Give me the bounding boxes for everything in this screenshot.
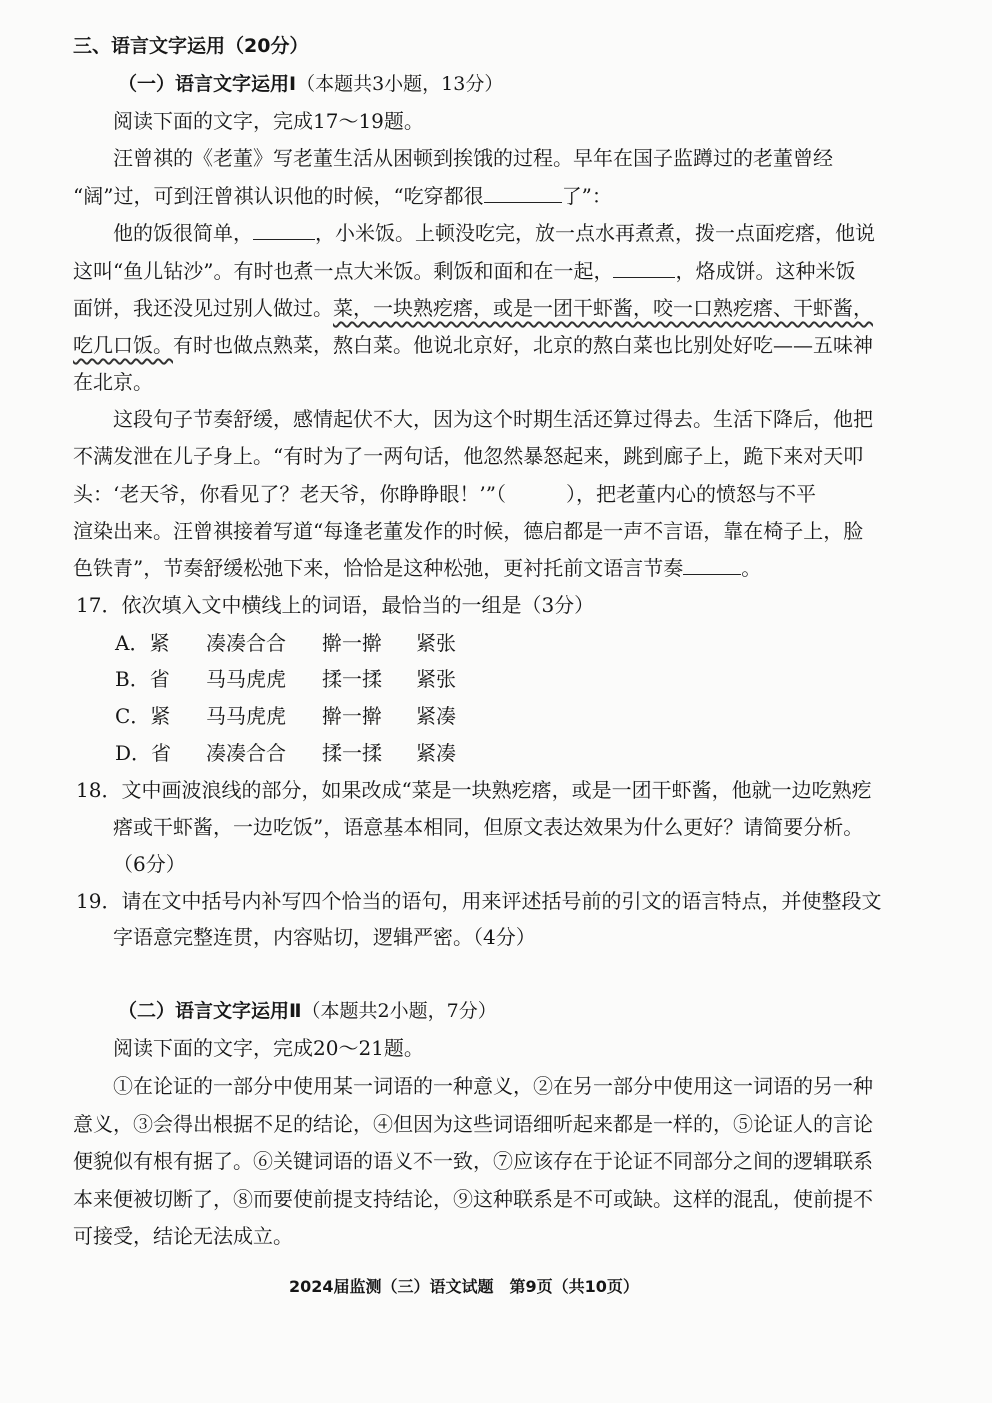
blank-1 xyxy=(484,182,562,203)
question-18-line1: 18．文中画波浪线的部分，如果改成“菜是一块熟疙瘩，或是一团干虾酱，他就一边吃熟疙 xyxy=(76,778,872,802)
section-title: 三、语言文字运用（20分） xyxy=(73,35,309,57)
wavy-underlined-text-1: 菜，一块熟疙瘩，或是一团干虾酱，咬一口熟疙瘩、干虾酱， xyxy=(333,296,873,320)
passage1-p1-line2: “阔”过，可到汪曾祺认识他的时候，“吃穿都很 了”： xyxy=(73,184,612,208)
part2-title-rest: （本题共2小题，7分） xyxy=(301,1000,497,1022)
exam-page: 三、语言文字运用（20分） （一）语言文字运用Ⅰ（本题共3小题，13分） 阅读下面的文字，完成17～19题。 汪曾祺的《老董》写老董生活从困顿到挨饿的过程。早年在国子监蹲过的老董曾经 “阔”过，可到汪曾祺认识他的时候，“吃穿都很 了”： 他的饭很简单， ，小米饭。上顿没吃完，放一点水再煮煮，拨一点面疙瘩，他说 这叫“鱼儿钻沙”。有时也煮一点大米饭。剩饭和面和在一起， ，烙成饼。这种米饭 面饼，我还没见过别人做过。菜，一块熟疙瘩，或是一团干虾酱，咬一口熟疙瘩、干虾酱， 吃几口饭。有时也做点熟菜，熬白菜。他说北京好，北京的熬白菜也比别处好吃——五味神 在北京。 这段句子节奏舒缓，感情起伏不大，因为这个时期生活还算过得去。生活下降后，他把 不满发泄在儿子身上。“有时为了一两句话，他忽然暴怒起来，跳到廊子上，跪下来对天叩 头：‘老天爷，你看见了？老天爷，你睁睁眼！’”（ ），把老董内心的愤怒与不平 渲染出来。汪曾祺接着写道“每逢老董发作的时候，德启都是一声不言语，靠在椅子上，脸 色铁青”，节奏舒缓松弛下来，恰恰是这种松弛，更衬托前文语言节奏 。 17．依次填入文中横线上的词语，最恰当的一组是（3分） A．紧 凑凑合合 擀一擀 紧张 B．省 马马虎虎 揉一揉 紧张 C．紧 马马虎虎 擀一擀 紧凑 D．省 凑凑合合 揉一揉 紧凑 18．文中画波浪线的部分，如果改成“菜是一块熟疙瘩，或是一团干虾酱，他就一边吃熟疙 瘩或干虾酱，一边吃饭”，语意基本相同，但原文表达效果为什么更好？请简要分析。 （6分） 19．请在文中括号内补写四个恰当的语句，用来评述括号前的引文的语言特点，并使整段文 字语意完整连贯，内容贴切，逻辑严密。（4分） （二）语言文字运用Ⅱ（本题共2小题，7分） 阅读下面的文字，完成20～21题。 ①在论证的一部分中使用某一词语的一种意义，②在另一部分中使用这一词语的另一种 意义，③会得出根据不足的结论，④但因为这些词语细听起来都是一样的，⑤论证人的言论 便貌似有根有据了。⑥关键词语的语义不一致，⑦应该存在于论证不同部分之间的逻辑联系 本来便被切断了，⑧而要使前提支持结论，⑨这种联系是不可或缺。这样的混乱，使前提不 可接受，结论无法成立。 2024届监测（三）语文试题 第9页（共10页） xyxy=(0,0,992,1403)
passage1-p3-line3: 头：‘老天爷，你看见了？老天爷，你睁睁眼！’”（ ），把老董内心的愤怒与不平 xyxy=(73,482,816,506)
passage1-p1-line1: 汪曾祺的《老董》写老董生活从困顿到挨饿的过程。早年在国子监蹲过的老董曾经 xyxy=(113,146,833,170)
part1-title-bold: （一）语言文字运用Ⅰ xyxy=(118,73,297,95)
passage1-p2-line3: 面饼，我还没见过别人做过。菜，一块熟疙瘩，或是一团干虾酱，咬一口熟疙瘩、干虾酱， xyxy=(73,296,873,320)
question-19-line2: 字语意完整连贯，内容贴切，逻辑严密。（4分） xyxy=(113,925,536,949)
passage1-p2-line4: 吃几口饭。有时也做点熟菜，熬白菜。他说北京好，北京的熬白菜也比别处好吃——五味神 xyxy=(73,333,873,357)
passage1-p2-line1: 他的饭很简单， ，小米饭。上顿没吃完，放一点水再煮煮，拨一点面疙瘩，他说 xyxy=(113,221,875,245)
passage1-p3-line5: 色铁青”，节奏舒缓松弛下来，恰恰是这种松弛，更衬托前文语言节奏 。 xyxy=(73,556,762,580)
wavy-underlined-text-2: 吃几口饭。 xyxy=(73,333,173,357)
part1-instruction: 阅读下面的文字，完成17～19题。 xyxy=(113,109,424,133)
question-19-line1: 19．请在文中括号内补写四个恰当的语句，用来评述括号前的引文的语言特点，并使整段文 xyxy=(76,889,882,913)
part2-title xyxy=(118,996,497,1026)
passage2-line2: 意义，③会得出根据不足的结论，④但因为这些词语细听起来都是一样的，⑤论证人的言论 xyxy=(73,1112,873,1136)
part1-title-rest: （本题共3小题，13分） xyxy=(296,73,504,95)
blank-4 xyxy=(683,554,741,575)
passage2-line1: ①在论证的一部分中使用某一词语的一种意义，②在另一部分中使用这一词语的另一种 xyxy=(113,1074,873,1098)
part2-title-bold: （二）语言文字运用Ⅱ xyxy=(118,1000,302,1022)
part2-instruction: 阅读下面的文字，完成20～21题。 xyxy=(113,1036,424,1060)
passage1-p3-line1: 这段句子节奏舒缓，感情起伏不大，因为这个时期生活还算过得去。生活下降后，他把 xyxy=(113,407,873,431)
question-18-points: （6分） xyxy=(113,852,186,876)
blank-3 xyxy=(613,257,675,278)
blank-2 xyxy=(253,219,315,240)
question-18-line2: 瘩或干虾酱，一边吃饭”，语意基本相同，但原文表达效果为什么更好？请简要分析。 xyxy=(113,815,864,839)
passage1-p2-line5: 在北京。 xyxy=(73,370,153,394)
passage2-line5: 可接受，结论无法成立。 xyxy=(73,1224,293,1248)
part1-title xyxy=(118,69,503,99)
page-footer: 2024届监测（三）语文试题 第9页（共10页） xyxy=(289,1277,639,1296)
question-17-stem: 17．依次填入文中横线上的词语，最恰当的一组是（3分） xyxy=(76,593,595,617)
passage2-line4: 本来便被切断了，⑧而要使前提支持结论，⑨这种联系是不可或缺。这样的混乱，使前提不 xyxy=(73,1187,873,1211)
passage2-line3: 便貌似有根有据了。⑥关键词语的语义不一致，⑦应该存在于论证不同部分之间的逻辑联系 xyxy=(73,1149,873,1173)
passage1-p2-line2: 这叫“鱼儿钻沙”。有时也煮一点大米饭。剩饭和面和在一起， ，烙成饼。这种米饭 xyxy=(73,259,856,283)
passage1-p3-line4: 渲染出来。汪曾祺接着写道“每逢老董发作的时候，德启都是一声不言语，靠在椅子上，脸 xyxy=(73,519,864,543)
passage1-p3-line2: 不满发泄在儿子身上。“有时为了一两句话，他忽然暴怒起来，跳到廊子上，跪下来对天叩 xyxy=(73,444,864,468)
